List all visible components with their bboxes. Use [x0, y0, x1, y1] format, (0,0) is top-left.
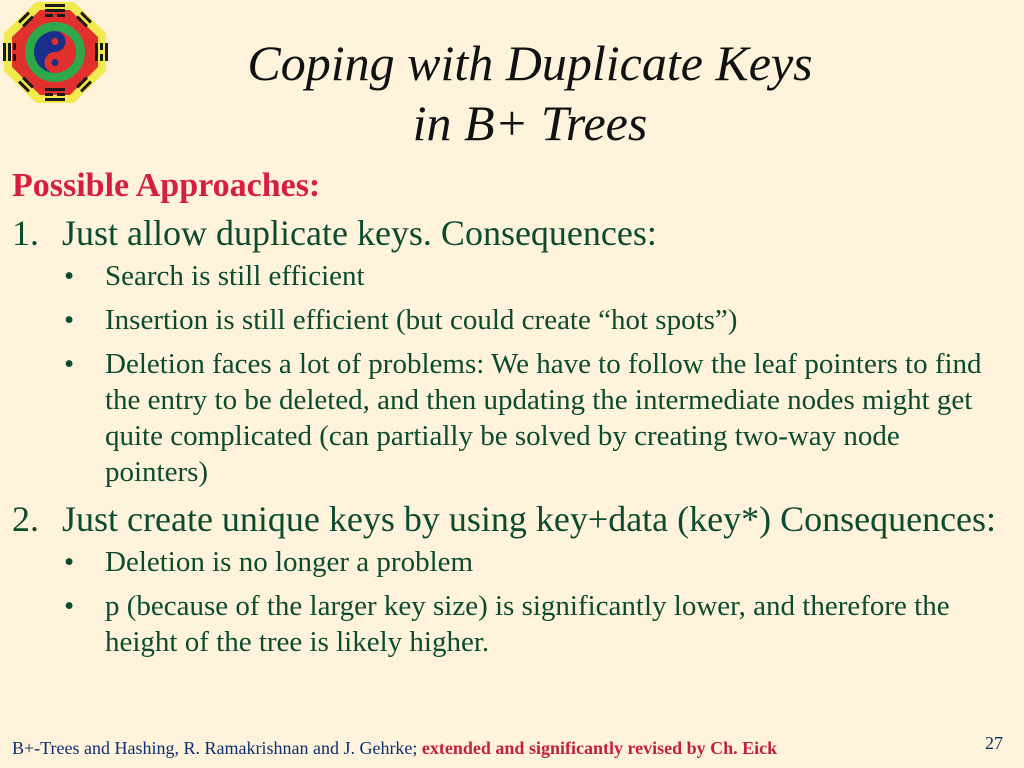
slide-title: [110, 33, 950, 153]
footer-revision-note: extended and significantly revised by Ch. Eick: [421, 738, 778, 758]
bullet-icon: •: [64, 348, 75, 380]
item-number: 1.: [12, 213, 39, 253]
bagua-yin-yang-icon: [0, 0, 110, 105]
bullet-item: [0, 544, 1010, 580]
bullet-item: [0, 258, 1010, 294]
bullet-list-1: [0, 258, 1010, 490]
bullet-text: Search is still efficient: [105, 260, 365, 292]
bullet-icon: •: [64, 546, 75, 578]
bullet-text: Deletion is no longer a problem: [105, 546, 474, 578]
numbered-item-1: [0, 212, 1010, 254]
bullet-icon: •: [64, 260, 75, 292]
bullet-text: p (because of the larger key size) is significantly lower, and therefore the height of the tree is likely higher.: [105, 590, 950, 658]
bullet-item: [0, 588, 1010, 660]
bullet-list-2: [0, 544, 1010, 660]
item-number: 2.: [12, 499, 39, 539]
bullet-item: [0, 346, 1010, 490]
numbered-item-2: [0, 498, 1010, 540]
section-heading: Possible Approaches:: [12, 167, 321, 204]
item-text: Just create unique keys by using key+data (key*) Consequences:: [62, 499, 997, 539]
title-line-1: Coping with Duplicate Keys: [247, 35, 813, 91]
item-text: Just allow duplicate keys. Consequences:: [62, 213, 657, 253]
slide-body: [0, 212, 1010, 668]
bullet-text: Deletion faces a lot of problems: We have to follow the leaf pointers to find the entry to be deleted, and then updating the intermediate nodes might get quite complicated (can partially be solved by creating two-way node pointers): [105, 348, 982, 488]
title-line-2: in B+ Trees: [412, 95, 648, 151]
footer-credit: B+-Trees and Hashing, R. Ramakrishnan and J. Gehrke;: [12, 738, 418, 758]
bullet-item: [0, 302, 1010, 338]
bullet-text: Insertion is still efficient (but could create “hot spots”): [105, 304, 738, 336]
bullet-icon: •: [64, 304, 75, 336]
footer: [12, 738, 777, 759]
page-number: 27: [985, 733, 1003, 753]
bullet-icon: •: [64, 590, 75, 622]
